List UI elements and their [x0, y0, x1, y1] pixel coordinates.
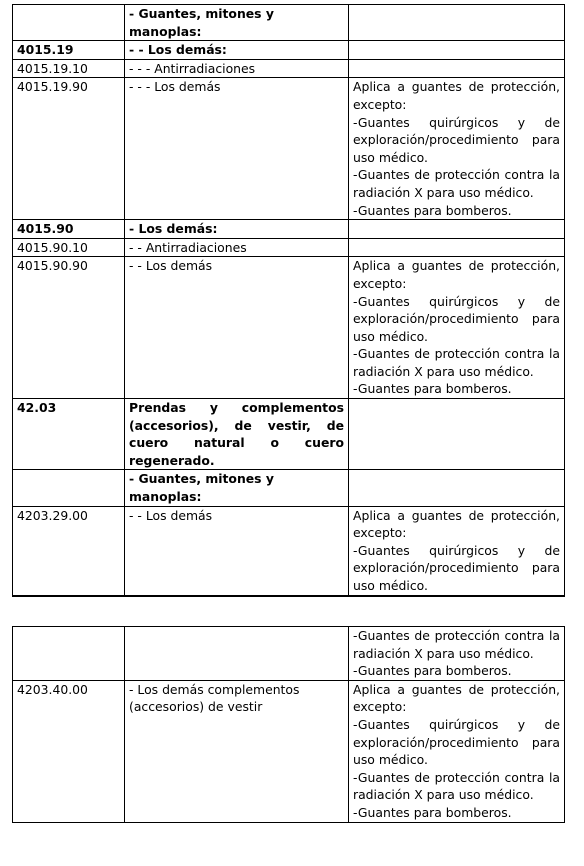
note-cell	[349, 680, 565, 822]
tariff-code-cell: 4015.19.10	[13, 59, 125, 78]
table-row	[13, 5, 565, 41]
table-row	[13, 470, 565, 506]
note-line: -Guantes quirúrgicos y de exploración/procedimiento para uso médico.	[353, 716, 560, 768]
table-row	[13, 257, 565, 399]
note-line: -Guantes para bomberos.	[353, 202, 512, 218]
table-row	[13, 41, 565, 60]
table-row	[13, 399, 565, 470]
note-line: Aplica a guantes de protección, excepto:	[353, 507, 560, 541]
note-line: -Guantes quirúrgicos y de exploración/procedimiento para uso médico.	[353, 293, 560, 344]
description-cell: - - - Antirradiaciones	[125, 59, 349, 78]
tariff-table-upper	[12, 4, 565, 597]
note-line: -Guantes quirúrgicos y de exploración/procedimiento para uso médico.	[353, 114, 560, 165]
note-line: -Guantes de protección contra la radiación X para uso médico.	[353, 167, 560, 200]
note-cell	[349, 220, 565, 239]
note-cell	[349, 59, 565, 78]
note-cell	[349, 627, 565, 681]
tariff-code-cell: 4203.40.00	[13, 680, 125, 822]
tariff-code-cell	[13, 470, 125, 506]
table-row	[13, 680, 565, 822]
table-row	[13, 238, 565, 257]
tariff-table-upper-body	[13, 5, 565, 596]
note-line: -Guantes para bomberos.	[353, 381, 512, 397]
description-cell: - Guantes, mitones y manoplas:	[125, 470, 349, 506]
note-cell	[349, 506, 565, 595]
note-line: -Guantes quirúrgicos y de exploración/procedimiento para uso médico.	[353, 542, 560, 593]
tariff-code-cell	[13, 5, 125, 41]
tariff-code-cell: 4015.90.10	[13, 238, 125, 257]
description-cell: - - Los demás:	[125, 41, 349, 60]
note-line: -Guantes de protección contra la radiación X para uso médico.	[353, 346, 560, 379]
note-cell	[349, 399, 565, 470]
note-line: -Guantes para bomberos.	[353, 663, 512, 679]
description-cell: - - Los demás	[125, 506, 349, 595]
description-cell: - Los demás complementos (accesorios) de vestir	[125, 680, 349, 822]
note-line: -Guantes de protección contra la radiación X para uso médico.	[353, 628, 560, 661]
note-line: Aplica a guantes de protección, excepto:	[353, 681, 560, 715]
description-cell: Prendas y complementos (accesorios), de vestir, de cuero natural o cuero regenerado.	[125, 399, 349, 470]
tariff-code-cell: 4015.90.90	[13, 257, 125, 399]
table-row	[13, 220, 565, 239]
note-line: Aplica a guantes de protección, excepto:	[353, 258, 560, 291]
note-cell	[349, 257, 565, 399]
tariff-code-cell: 4203.29.00	[13, 506, 125, 595]
description-cell: - - Los demás	[125, 257, 349, 399]
note-line: -Guantes de protección contra la radiación X para uso médico.	[353, 769, 560, 803]
tariff-code-cell: 4015.90	[13, 220, 125, 239]
tariff-table-lower-body	[13, 627, 565, 823]
table-row	[13, 59, 565, 78]
description-cell	[125, 627, 349, 681]
tariff-code-cell	[13, 627, 125, 681]
note-line: Aplica a guantes de protección, excepto:	[353, 79, 560, 112]
tariff-code-cell: 4015.19	[13, 41, 125, 60]
table-row	[13, 627, 565, 681]
table-row	[13, 506, 565, 595]
table-row	[13, 78, 565, 220]
note-cell	[349, 238, 565, 257]
tariff-table-lower	[12, 626, 565, 823]
note-cell	[349, 5, 565, 41]
tariff-code-cell: 42.03	[13, 399, 125, 470]
description-cell: - Guantes, mitones y manoplas:	[125, 5, 349, 41]
note-cell	[349, 41, 565, 60]
note-cell	[349, 470, 565, 506]
tariff-code-cell: 4015.19.90	[13, 78, 125, 220]
description-cell: - - - Los demás	[125, 78, 349, 220]
note-cell	[349, 78, 565, 220]
description-cell: - Los demás:	[125, 220, 349, 239]
note-line: -Guantes para bomberos.	[353, 804, 512, 820]
description-cell: - - Antirradiaciones	[125, 238, 349, 257]
